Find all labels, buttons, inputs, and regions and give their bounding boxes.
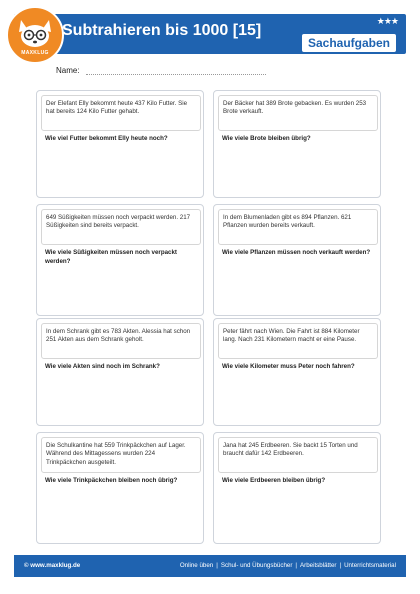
footer-separator: | xyxy=(339,562,342,569)
footer-link-online[interactable]: Online üben xyxy=(179,562,214,569)
name-field xyxy=(56,66,266,75)
task-text: 649 Süßigkeiten müssen noch verpackt werden. 217 Süßigkeiten sind bereits verpackt. xyxy=(41,209,201,245)
task-question: Wie viele Pflanzen müssen noch verkauft werden? xyxy=(222,249,371,256)
task-card-1 xyxy=(36,90,204,198)
name-line xyxy=(86,67,266,75)
footer-separator: | xyxy=(295,562,297,569)
task-text: Peter fährt nach Wien. Die Fahrt ist 884 Kilometer lang. Nach 231 Kilometern macht er eine Pause. xyxy=(218,323,378,359)
task-card-5 xyxy=(36,318,204,426)
task-card-8 xyxy=(213,432,381,544)
task-question: Wie viele Akten sind noch im Schrank? xyxy=(45,363,160,370)
task-question: Wie viele Kilometer muss Peter noch fahren? xyxy=(222,363,355,370)
task-card-6 xyxy=(213,318,381,426)
task-text: In dem Schrank gibt es 783 Akten. Alessia hat schon 251 Akten aus dem Schrank geholt. xyxy=(41,323,201,359)
name-label: Name: xyxy=(56,66,80,75)
footer-link-worksheets[interactable]: Arbeitsblätter xyxy=(300,562,337,569)
maxklug-logo xyxy=(6,6,64,64)
difficulty-stars-icon: ★★★ xyxy=(376,16,398,26)
footer-website[interactable]: © www.maxklug.de xyxy=(24,562,81,569)
category-badge: Sachaufgaben xyxy=(302,34,396,52)
footer-links xyxy=(180,562,396,569)
task-card-2 xyxy=(213,90,381,198)
task-text: Die Schulkantine hat 559 Trinkpäckchen auf Lager. Während des Mittagessens wurden 224 Trinkpäckchen ausgeteilt. xyxy=(41,437,201,473)
footer-link-books[interactable]: Schul- und Übungsbücher xyxy=(220,562,293,569)
task-question: Wie viele Trinkpäckchen bleiben noch übrig? xyxy=(45,477,178,484)
task-text: Der Elefant Elly bekommt heute 437 Kilo Futter. Sie hat bereits 124 Kilo Futter gehabt. xyxy=(41,95,201,131)
logo-text: MAXKLUG xyxy=(21,50,49,56)
footer-link-material[interactable]: Unterrichtsmaterial xyxy=(344,562,396,569)
task-text: Der Bäcker hat 389 Brote gebacken. Es wurden 253 Brote verkauft. xyxy=(218,95,378,131)
task-question: Wie viele Brote bleiben übrig? xyxy=(222,135,311,142)
task-text: Jana hat 245 Erdbeeren. Sie backt 15 Torten und braucht dafür 142 Erdbeeren. xyxy=(218,437,378,473)
task-question: Wie viel Futter bekommt Elly heute noch? xyxy=(45,135,168,142)
task-text: In dem Blumenladen gibt es 894 Pflanzen. 621 Pflanzen wurden bereits verkauft. xyxy=(218,209,378,245)
task-card-4 xyxy=(213,204,381,316)
task-card-7 xyxy=(36,432,204,544)
page-title: Subtrahieren bis 1000 [15] xyxy=(62,22,262,39)
task-card-3 xyxy=(36,204,204,316)
footer-separator: | xyxy=(216,562,218,569)
task-question: Wie viele Süßigkeiten müssen noch verpackt werden? xyxy=(45,249,177,265)
task-question: Wie viele Erdbeeren bleiben übrig? xyxy=(222,477,326,484)
footer-bar xyxy=(14,555,406,577)
